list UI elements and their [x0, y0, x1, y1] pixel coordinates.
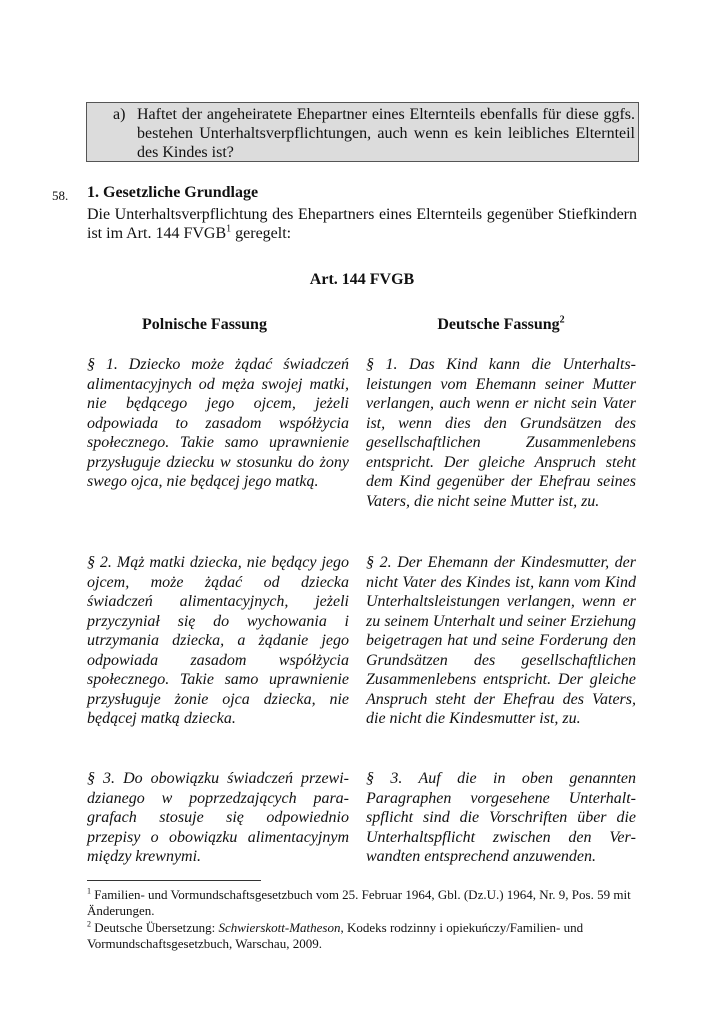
german-paragraph-3: § 3. Auf die in oben genannten Paragraphen vorgesehene Unterhaltspflicht sind die Vorschriften über die Unterhaltspflicht zwischen den Verwandten entsprechend anzuwenden.: [366, 770, 636, 865]
footnote-2-author: Schwierskott-Matheson: [218, 920, 341, 935]
footnote-1: [87, 887, 637, 919]
footnote-2-text-end: , Kodeks rodzinny i opiekuńczy/Familien- und Vormundschaftsgesetzbuch, Warschau, 2009.: [87, 920, 584, 951]
intro-text: Die Unterhaltsverpflichtung des Ehepartners eines Elternteils gegenüber Stiefkindern ist im Art. 144 FVGB: [87, 206, 637, 242]
question-text: Haftet der angeheiratete Ehepartner eines Elternteils ebenfalls für diese ggfs. bestehen Unterhaltsverpflichtungen, auch wenn es kein leibliches Elternteil des Kindes ist?: [137, 106, 635, 161]
footnote-1-number: 1: [87, 886, 91, 896]
footnote-2-number: 2: [87, 919, 91, 929]
footnote-2: [87, 920, 637, 952]
intro-text-end: geregelt:: [231, 225, 292, 242]
footnote-ref-2[interactable]: 2: [559, 314, 565, 326]
footnote-1-text: Familien- und Vormundschaftsgesetzbuch vom 25. Februar 1964, Gbl. (Dz.U.) 1964, Nr. 9, Pos. 59 mit Änderungen.: [87, 887, 631, 918]
polish-paragraph-1: § 1. Dziecko może żądać świadczeń alimentacyjnych od męża swojej matki, nie będącego jego ojcem, jeżeli odpowiada to zasadom współżycia społecznego. Takie samo uprawnienie przysługuje dziecku w stosunku do żony swego ojca, nie będącej jego matką.: [87, 356, 349, 490]
section-heading: 1. Gesetzliche Grundlage: [87, 184, 259, 201]
german-paragraph-1: § 1. Das Kind kann die Unterhaltsleistungen vom Ehemann seiner Mutter verlangen, auch wenn er nicht sein Vater ist, wenn dies den Grundsätzen des gesellschaftlichen Zusammenlebens entspricht. Der gleiche Anspruch steht dem Kind gegenüber der Ehefrau seines Vaters, die nicht seine Mutter ist, zu.: [366, 356, 636, 510]
article-title: Art. 144 FVGB: [309, 271, 415, 288]
question-marker: a): [113, 106, 126, 123]
polish-paragraph-2: § 2. Mąż matki dziecka, nie będący jego ojcem, może żądać od dziecka świadczeń alimentacyjnych, jeżeli przyczyniał się do wychowania i utrzymania dziecka, a żądanie jego odpowiada zasadom współżycia społecznego. Takie samo uprawnienie przysługuje żonie ojca dziecka, nie będącej matką dziecka.: [87, 554, 349, 727]
margin-number: 58.: [52, 188, 69, 203]
german-version-title: [366, 316, 636, 334]
german-paragraph-2: § 2. Der Ehemann der Kindesmutter, der nicht Vater des Kindes ist, kann vom Kind Unterhaltsleistungen verlangen, wenn er zu seinem Unterhalt und seiner Erziehung beigetragen hat und seine Forderung den Grundsätzen des gesellschaftlichen Zusammenlebens entspricht. Der gleiche Anspruch steht der Ehefrau des Vaters, die nicht die Kindesmutter ist, zu.: [366, 554, 636, 727]
polish-version-title: Polnische Fassung: [142, 316, 267, 333]
footnote-separator: [87, 880, 261, 881]
german-version-title-text: Deutsche Fassung: [437, 316, 560, 333]
section-intro: [87, 205, 637, 243]
footnote-2-text-start: Deutsche Übersetzung:: [94, 920, 219, 935]
footnote-ref-1[interactable]: 1: [226, 223, 232, 235]
polish-paragraph-3: § 3. Do obowiązku świadczeń przewidzianego w poprzedzających paragrafach stosuje się odpowiednio przepisy o obowiązku alimentacyjnym między krewnymi.: [87, 770, 349, 865]
